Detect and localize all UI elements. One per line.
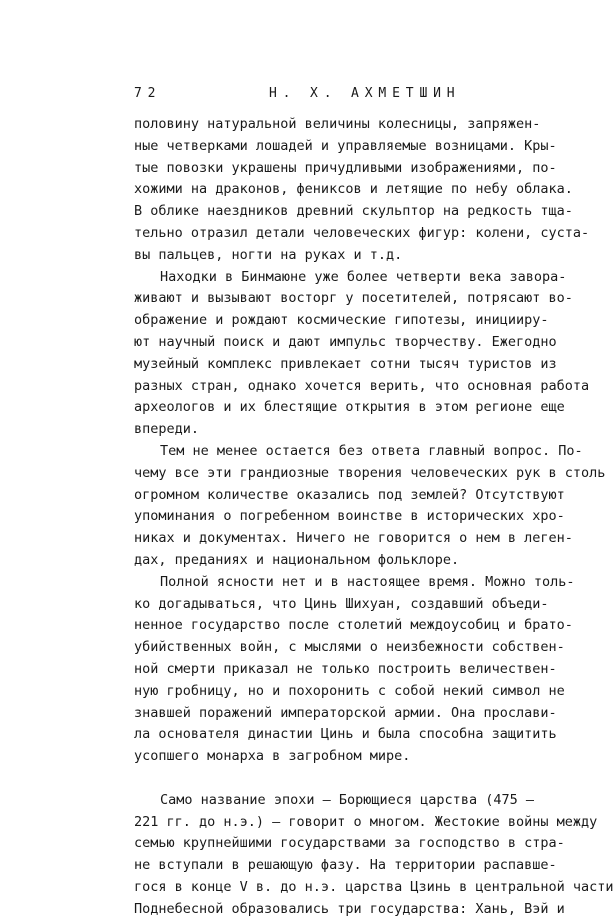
text-line: 221 гг. до н.э.) — говорит о многом. Жестокие войны между [134, 813, 598, 830]
text-line: ную гробницу, но и похоронить с собой некий символ не [134, 682, 565, 699]
paragraph [134, 572, 575, 768]
text-line: семью крупнейшими государствами за господство в стра- [134, 835, 565, 852]
text-line: знавшей поражений императорской армии. Она прослави- [134, 704, 557, 721]
body-text [134, 114, 614, 920]
text-line: ла основателя династии Цинь и была способна защитить [134, 726, 557, 743]
text-line: половину натуральной величины колесницы, запряжен- [134, 116, 541, 132]
text-line: вы пальцев, ногти на руках и т.д. [134, 246, 403, 263]
text-line: гося в конце V в. до н.э. царства Цзинь в центральной части [134, 878, 614, 895]
page-number: 72 [134, 86, 162, 101]
text-line: ные четверками лошадей и управляемые возницами. Кры- [134, 137, 557, 154]
paragraph [134, 267, 590, 441]
text-line: В облике наездников древний скульптор на редкость тща- [134, 203, 573, 220]
text-line: ко догадываться, что Цинь Шихуан, создавший объеди- [134, 595, 549, 612]
text-line: Само название эпохи — Борющиеся царства (475 — [160, 791, 534, 808]
text-line: Полной ясности нет и в настоящее время. Можно толь- [160, 573, 575, 590]
text-line: ной смерти приказал не только построить величествен- [134, 660, 557, 677]
text-line: никах и документах. Ничего не говорится о нем в леген- [134, 530, 573, 547]
text-line: упоминания о погребенном воинстве в исторических хро- [134, 508, 565, 525]
running-head: Н. Х. АХМЕТШИН [269, 86, 461, 101]
text-line: Находки в Бинмаюне уже более четверти века завора- [160, 268, 567, 285]
text-line: чему все эти грандиозные творения человеческих рук в столь [134, 464, 606, 481]
paragraph [134, 790, 614, 920]
text-line: ображение и рождают космические гипотезы, иницииру- [134, 312, 549, 329]
text-line: впереди. [134, 421, 200, 438]
text-line: археологов и их блестящие открытия в этом регионе еще [134, 399, 565, 416]
page-header [134, 86, 534, 106]
paragraph [134, 441, 606, 572]
text-line: не вступали в решающую фазу. На территории распавше- [134, 857, 557, 874]
text-line: тые повозки украшены причудливыми изображениями, по- [134, 159, 557, 176]
text-line: музейный комплекс привлекает сотни тысяч туристов из [134, 355, 557, 372]
text-line: убийственных войн, с мыслями о неизбежности собствен- [134, 639, 565, 656]
text-line: разных стран, однако хочется верить, что основная работа [134, 377, 590, 394]
text-line: ненное государство после столетий междоусобиц и брато- [134, 617, 573, 634]
text-line: огромном количестве оказались под землей? Отсутствуют [134, 486, 565, 503]
text-line: ют научный поиск и дают импульс творчеству. Ежегодно [134, 333, 557, 350]
text-line: Тем не менее остается без ответа главный вопрос. По- [160, 442, 583, 459]
text-line: тельно отразил детали человеческих фигур: колени, суста- [134, 224, 590, 241]
text-line: усопшего монарха в загробном мире. [134, 748, 411, 765]
section-break [134, 768, 534, 790]
text-line: живают и вызывают восторг у посетителей, потрясают во- [134, 290, 573, 307]
text-line: хожими на драконов, фениксов и летящие по небу облака. [134, 181, 573, 198]
paragraph [134, 114, 590, 267]
text-line: дах, преданиях и национальном фольклоре. [134, 551, 460, 568]
text-line: Поднебесной образовались три государства: Хань, Вэй и [134, 900, 565, 917]
